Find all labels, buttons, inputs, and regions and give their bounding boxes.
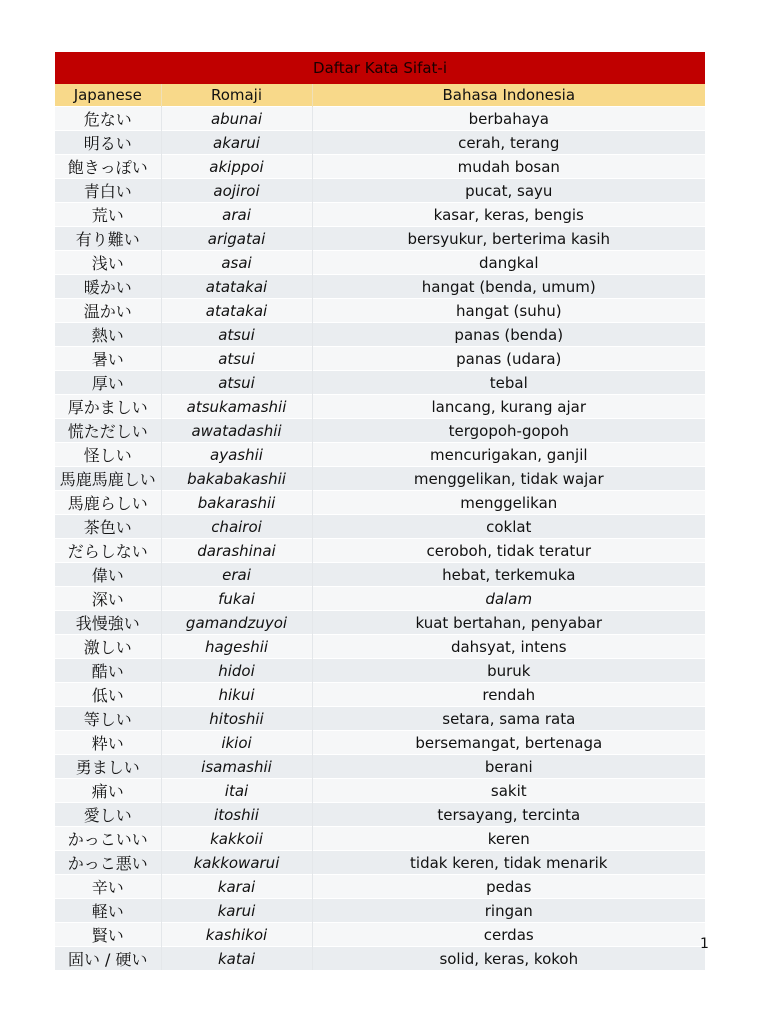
romaji-cell: ikioi xyxy=(161,731,312,755)
indonesian-cell: berani xyxy=(312,755,705,779)
table-title-row xyxy=(55,52,705,84)
table-row xyxy=(55,779,705,803)
japanese-cell: 熱い xyxy=(55,323,161,347)
table-row xyxy=(55,467,705,491)
indonesian-cell: cerah, terang xyxy=(312,131,705,155)
indonesian-cell: panas (benda) xyxy=(312,323,705,347)
indonesian-cell: tersayang, tercinta xyxy=(312,803,705,827)
table-row xyxy=(55,683,705,707)
romaji-cell: hikui xyxy=(161,683,312,707)
table-row xyxy=(55,419,705,443)
japanese-cell: 愛しい xyxy=(55,803,161,827)
table-row xyxy=(55,131,705,155)
japanese-cell: 激しい xyxy=(55,635,161,659)
romaji-cell: atsui xyxy=(161,323,312,347)
romaji-cell: aojiroi xyxy=(161,179,312,203)
table-row xyxy=(55,731,705,755)
romaji-cell: atatakai xyxy=(161,275,312,299)
romaji-cell: karai xyxy=(161,875,312,899)
indonesian-cell: ringan xyxy=(312,899,705,923)
table-row xyxy=(55,275,705,299)
romaji-cell: bakarashii xyxy=(161,491,312,515)
indonesian-cell: ceroboh, tidak teratur xyxy=(312,539,705,563)
table-row xyxy=(55,491,705,515)
romaji-cell: akarui xyxy=(161,131,312,155)
romaji-cell: arai xyxy=(161,203,312,227)
indonesian-cell: coklat xyxy=(312,515,705,539)
indonesian-cell: sakit xyxy=(312,779,705,803)
indonesian-cell: tidak keren, tidak menarik xyxy=(312,851,705,875)
indonesian-cell: menggelikan, tidak wajar xyxy=(312,467,705,491)
table-row xyxy=(55,323,705,347)
japanese-cell: 荒い xyxy=(55,203,161,227)
romaji-cell: atsui xyxy=(161,347,312,371)
table-header-row xyxy=(55,84,705,107)
romaji-cell: fukai xyxy=(161,587,312,611)
japanese-cell: 偉い xyxy=(55,563,161,587)
indonesian-cell: solid, keras, kokoh xyxy=(312,947,705,971)
table-row xyxy=(55,635,705,659)
indonesian-cell: keren xyxy=(312,827,705,851)
japanese-cell: 痛い xyxy=(55,779,161,803)
japanese-cell: 我慢強い xyxy=(55,611,161,635)
indonesian-cell: bersyukur, berterima kasih xyxy=(312,227,705,251)
header-bahasa-indonesia: Bahasa Indonesia xyxy=(312,84,705,107)
table-title: Daftar Kata Sifat-i xyxy=(55,52,705,84)
table-row xyxy=(55,107,705,131)
romaji-cell: bakabakashii xyxy=(161,467,312,491)
table-row xyxy=(55,539,705,563)
table-row xyxy=(55,563,705,587)
table-row xyxy=(55,179,705,203)
indonesian-cell: pucat, sayu xyxy=(312,179,705,203)
table-row xyxy=(55,299,705,323)
indonesian-cell xyxy=(312,587,705,611)
romaji-cell: erai xyxy=(161,563,312,587)
indonesian-cell: pedas xyxy=(312,875,705,899)
japanese-cell: 暖かい xyxy=(55,275,161,299)
table-row xyxy=(55,515,705,539)
japanese-cell: 酷い xyxy=(55,659,161,683)
table-row xyxy=(55,227,705,251)
japanese-cell: かっこいい xyxy=(55,827,161,851)
japanese-cell: 厚かましい xyxy=(55,395,161,419)
table-row xyxy=(55,371,705,395)
japanese-cell: 賢い xyxy=(55,923,161,947)
indonesian-cell: berbahaya xyxy=(312,107,705,131)
japanese-cell: 等しい xyxy=(55,707,161,731)
japanese-cell: かっこ悪い xyxy=(55,851,161,875)
table-row xyxy=(55,587,705,611)
japanese-cell: 茶色い xyxy=(55,515,161,539)
japanese-cell: 厚い xyxy=(55,371,161,395)
table-row xyxy=(55,611,705,635)
japanese-cell: 低い xyxy=(55,683,161,707)
table-row xyxy=(55,947,705,971)
indonesian-cell: kuat bertahan, penyabar xyxy=(312,611,705,635)
indonesian-cell: rendah xyxy=(312,683,705,707)
table-row xyxy=(55,707,705,731)
romaji-cell: ayashii xyxy=(161,443,312,467)
japanese-cell: 青白い xyxy=(55,179,161,203)
japanese-cell: 慌ただしい xyxy=(55,419,161,443)
romaji-cell: atsukamashii xyxy=(161,395,312,419)
japanese-cell: 浅い xyxy=(55,251,161,275)
japanese-cell: 馬鹿馬鹿しい xyxy=(55,467,161,491)
japanese-cell: 勇ましい xyxy=(55,755,161,779)
vocabulary-sheet xyxy=(55,52,705,970)
indonesian-cell: dahsyat, intens xyxy=(312,635,705,659)
romaji-cell: isamashii xyxy=(161,755,312,779)
adjective-table xyxy=(55,52,705,970)
romaji-cell: itai xyxy=(161,779,312,803)
romaji-cell: akippoi xyxy=(161,155,312,179)
indonesian-cell: setara, sama rata xyxy=(312,707,705,731)
table-row xyxy=(55,659,705,683)
romaji-cell: hidoi xyxy=(161,659,312,683)
japanese-cell: 固い / 硬い xyxy=(55,947,161,971)
table-row xyxy=(55,251,705,275)
romaji-cell: gamandzuyoi xyxy=(161,611,312,635)
japanese-cell: 粋い xyxy=(55,731,161,755)
japanese-cell: 辛い xyxy=(55,875,161,899)
romaji-cell: itoshii xyxy=(161,803,312,827)
indonesian-text: dalam xyxy=(485,589,533,608)
indonesian-cell: menggelikan xyxy=(312,491,705,515)
indonesian-cell: hangat (benda, umum) xyxy=(312,275,705,299)
table-row xyxy=(55,803,705,827)
japanese-cell: 有り難い xyxy=(55,227,161,251)
japanese-cell: 深い xyxy=(55,587,161,611)
romaji-cell: atsui xyxy=(161,371,312,395)
romaji-cell: chairoi xyxy=(161,515,312,539)
table-row xyxy=(55,203,705,227)
romaji-cell: kakkoii xyxy=(161,827,312,851)
romaji-cell: hageshii xyxy=(161,635,312,659)
indonesian-cell: buruk xyxy=(312,659,705,683)
indonesian-cell: tebal xyxy=(312,371,705,395)
header-romaji: Romaji xyxy=(161,84,312,107)
table-row xyxy=(55,875,705,899)
table-row xyxy=(55,899,705,923)
japanese-cell: 馬鹿らしい xyxy=(55,491,161,515)
indonesian-cell: hangat (suhu) xyxy=(312,299,705,323)
table-row xyxy=(55,851,705,875)
table-row xyxy=(55,443,705,467)
romaji-cell: hitoshii xyxy=(161,707,312,731)
indonesian-cell: cerdas xyxy=(312,923,705,947)
table-row xyxy=(55,347,705,371)
japanese-cell: 温かい xyxy=(55,299,161,323)
japanese-cell: 軽い xyxy=(55,899,161,923)
page-number: 1 xyxy=(700,936,709,952)
table-row xyxy=(55,923,705,947)
romaji-cell: atatakai xyxy=(161,299,312,323)
table-row xyxy=(55,155,705,179)
romaji-cell: kakkowarui xyxy=(161,851,312,875)
romaji-cell: karui xyxy=(161,899,312,923)
table-row xyxy=(55,755,705,779)
indonesian-cell: kasar, keras, bengis xyxy=(312,203,705,227)
header-japanese: Japanese xyxy=(55,84,161,107)
japanese-cell: 危ない xyxy=(55,107,161,131)
indonesian-cell: mudah bosan xyxy=(312,155,705,179)
indonesian-cell: lancang, kurang ajar xyxy=(312,395,705,419)
romaji-cell: abunai xyxy=(161,107,312,131)
japanese-cell: 怪しい xyxy=(55,443,161,467)
romaji-cell: kashikoi xyxy=(161,923,312,947)
indonesian-cell: panas (udara) xyxy=(312,347,705,371)
japanese-cell: 明るい xyxy=(55,131,161,155)
japanese-cell: だらしない xyxy=(55,539,161,563)
romaji-cell: awatadashii xyxy=(161,419,312,443)
indonesian-cell: bersemangat, bertenaga xyxy=(312,731,705,755)
indonesian-cell: hebat, terkemuka xyxy=(312,563,705,587)
table-row xyxy=(55,395,705,419)
romaji-cell: katai xyxy=(161,947,312,971)
indonesian-cell: tergopoh-gopoh xyxy=(312,419,705,443)
romaji-cell: asai xyxy=(161,251,312,275)
japanese-cell: 飽きっぽい xyxy=(55,155,161,179)
table-row xyxy=(55,827,705,851)
table-body xyxy=(55,107,705,971)
japanese-cell: 暑い xyxy=(55,347,161,371)
romaji-cell: arigatai xyxy=(161,227,312,251)
romaji-cell: darashinai xyxy=(161,539,312,563)
indonesian-cell: dangkal xyxy=(312,251,705,275)
indonesian-cell: mencurigakan, ganjil xyxy=(312,443,705,467)
